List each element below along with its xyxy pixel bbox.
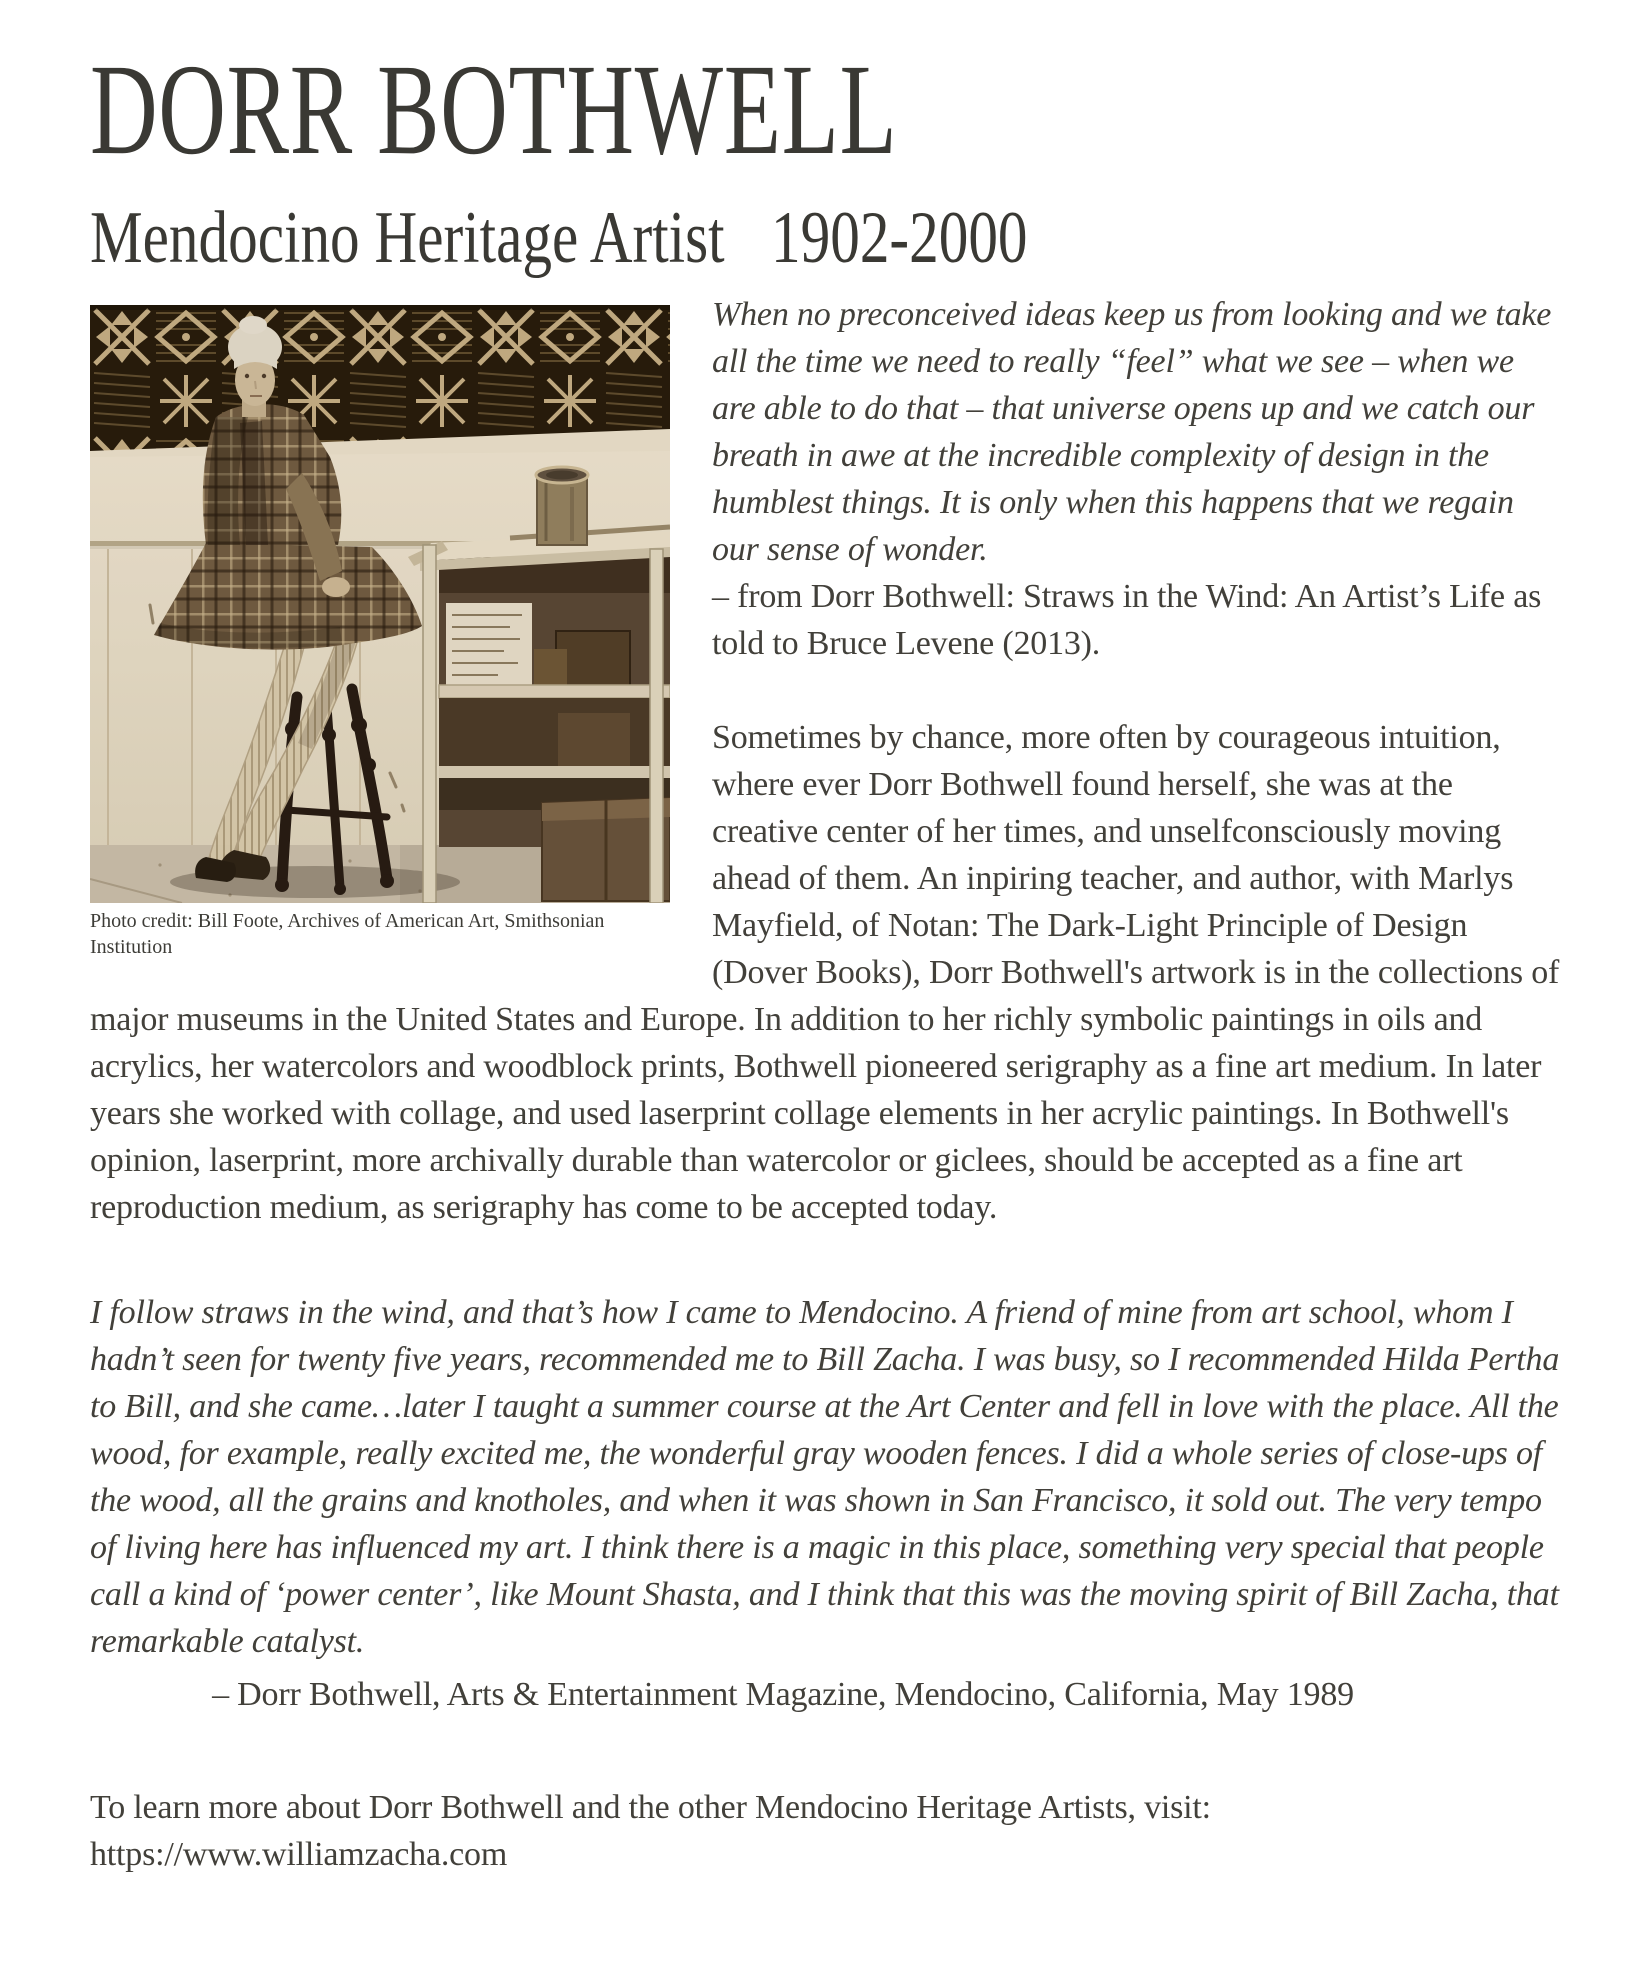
- subtitle-years: 1902-2000: [771, 197, 1028, 279]
- footer: [90, 1784, 1562, 1878]
- page-subtitle: [90, 197, 1268, 279]
- artist-photo-illustration: [90, 305, 670, 903]
- photo-credit: Photo credit: Bill Foote, Archives of American Art, Smithsonian Institution: [90, 910, 605, 958]
- bio-paragraph: Sometimes by chance, more often by courageous intuition, where ever Dorr Bothwell found herself, she was at the creative center of her times, and unselfconsciously moving ahead of them. An inpiring teacher, and author, with Marlys Mayfield, of Notan: The Dark-Light Principle of Design (Dover Books), Dorr Bothwell's artwork is in the collections of major museums in the United States and Europe. In addition to her richly symbolic paintings in oils and acrylics, her watercolors and woodblock prints, Bothwell pioneered serigraphy as a fine art medium. In later years she worked with collage, and used laserprint collage elements in her acrylic paintings. In Bothwell's opinion, laserprint, more archivally durable than watercolor or giclees, should be accepted as a fine art reproduction medium, as serigraphy has come to be accepted today.: [90, 719, 1560, 1226]
- footer-text: To learn more about Dorr Bothwell and the other Mendocino Heritage Artists, visit:: [90, 1789, 1211, 1826]
- quote-attribution: – Dorr Bothwell, Arts & Entertainment Magazine, Mendocino, California, May 1989: [212, 1676, 1354, 1713]
- subtitle-text: Mendocino Heritage Artist: [90, 197, 725, 279]
- footer-link-line: [90, 1831, 1562, 1878]
- intro-quote: When no preconceived ideas keep us from looking and we take all the time we need to really “feel” what we see – when we are able to do that – that universe opens up and we catch our breath in awe at the incredible complexity of design in the humblest things. It is only when this happens that we regain our sense of wonder.: [712, 296, 1552, 568]
- intro-quote-attribution: – from Dorr Bothwell: Straws in the Wind: An Artist’s Life as told to Bruce Levene (2013).: [712, 578, 1542, 662]
- mendocino-quote: I follow straws in the wind, and that’s how I came to Mendocino. A friend of mine from art school, whom I hadn’t seen for twenty five years, recommended me to Bill Zacha. I was busy, so I recommended Hilda Pertha to Bill, and she came…later I taught a summer course at the Art Center and fell in love with the place. All the wood, for example, really excited me, the wonderful gray wooden fences. I did a whole series of close-ups of the wood, all the grains and knotholes, and when it was shown in San Francisco, it sold out. The very tempo of living here has influenced my art. I think there is a magic in this place, something very special that people call a kind of ‘power center’, like Mount Shasta, and I think that this was the moving spirit of Bill Zacha, that remarkable catalyst.: [90, 1294, 1560, 1660]
- artist-photo: [90, 305, 670, 960]
- footer-link[interactable]: https://www.williamzacha.com: [90, 1836, 508, 1873]
- page-title: DORR BOTHWELL: [90, 38, 898, 182]
- article-body: [90, 291, 1562, 1878]
